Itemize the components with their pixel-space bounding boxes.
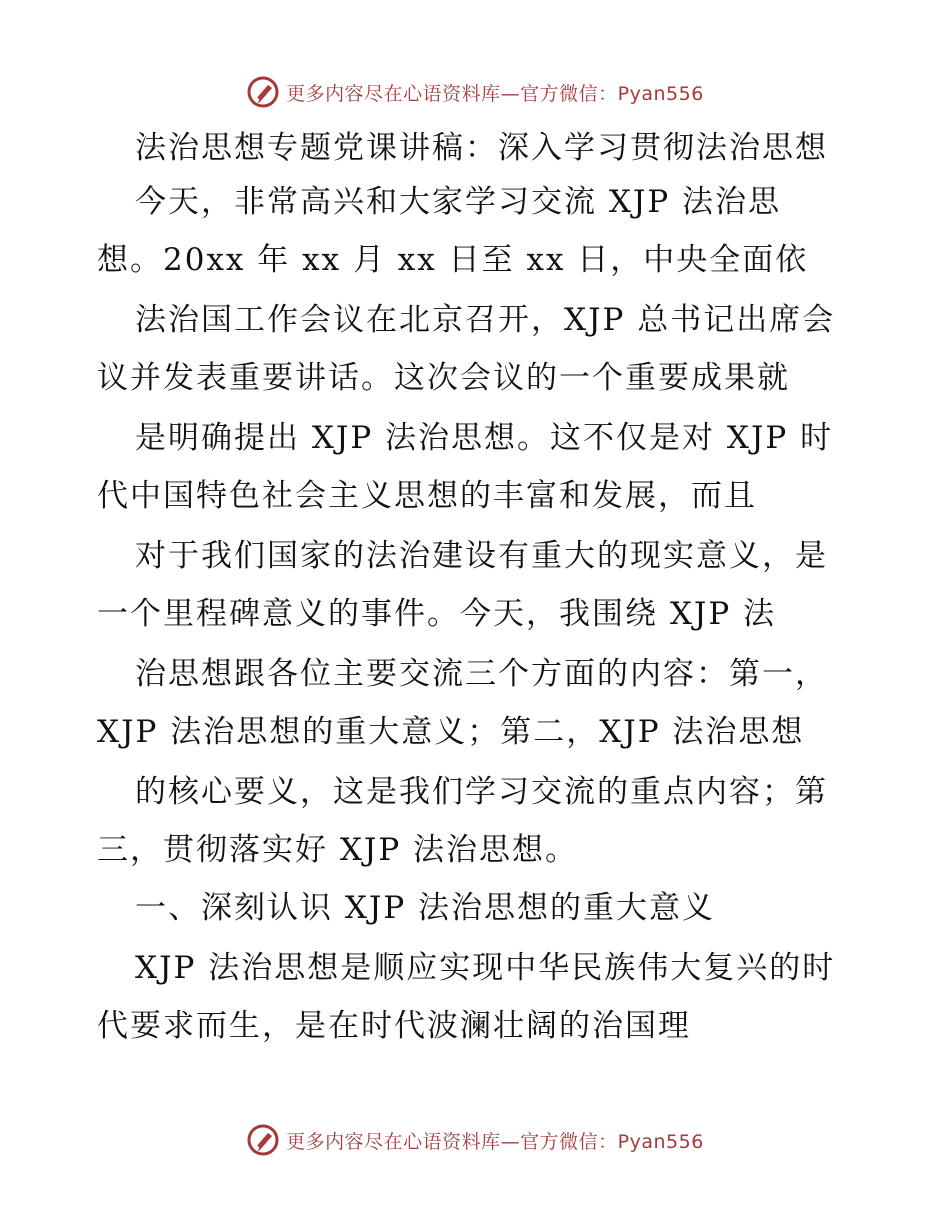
- text-line-4: 法治国工作会议在北京召开，XJP 总书记出席会: [135, 302, 836, 338]
- watermark-site-name: 更多内容尽在心语资料库: [286, 1130, 501, 1153]
- watermark-text: [286, 1127, 704, 1154]
- text-line-1: 法治思想专题党课讲稿：深入学习贯彻法治思想: [135, 130, 828, 166]
- pen-logo-icon: [246, 1123, 280, 1157]
- text-line-7: 代中国特色社会主义思想的丰富和发展，而且: [97, 478, 757, 514]
- watermark-dash: —: [500, 82, 521, 105]
- text-line-10: 治思想跟各位主要交流三个方面的内容：第一，: [135, 656, 828, 692]
- text-line-15: XJP 法治思想是顺应实现中华民族伟大复兴的时: [135, 950, 836, 986]
- text-line-16: 代要求而生，是在时代波澜壮阔的治国理: [97, 1008, 691, 1044]
- text-line-6: 是明确提出 XJP 法治思想。这不仅是对 XJP 时: [135, 420, 834, 456]
- watermark-dash: —: [500, 1130, 521, 1153]
- watermark-text: [286, 79, 704, 106]
- text-line-13: 三，贯彻落实好 XJP 法治思想。: [97, 832, 579, 868]
- section-heading-1: 一、深刻认识 XJP 法治思想的重大意义: [135, 890, 716, 926]
- footer-watermark-banner: [0, 1118, 950, 1162]
- text-line-2: 今天，非常高兴和大家学习交流 XJP 法治思: [135, 184, 782, 220]
- text-line-11: XJP 法治思想的重大意义；第二，XJP 法治思想: [97, 714, 805, 750]
- watermark-site-name: 更多内容尽在心语资料库: [286, 82, 501, 105]
- text-line-12: 的核心要义，这是我们学习交流的重点内容；第: [135, 774, 828, 810]
- text-line-9: 一个里程碑意义的事件。今天，我围绕 XJP 法: [97, 596, 777, 632]
- watermark-wechat: 官方微信：Pyan556: [520, 82, 704, 105]
- text-line-5: 议并发表重要讲话。这次会议的一个重要成果就: [97, 360, 790, 396]
- header-watermark-banner: [0, 70, 950, 114]
- pen-logo-icon: [246, 75, 280, 109]
- watermark-wechat: 官方微信：Pyan556: [520, 1130, 704, 1153]
- text-line-3: 想。20xx 年 xx 月 xx 日至 xx 日，中央全面依: [97, 242, 809, 278]
- text-line-8: 对于我们国家的法治建设有重大的现实意义，是: [135, 538, 828, 574]
